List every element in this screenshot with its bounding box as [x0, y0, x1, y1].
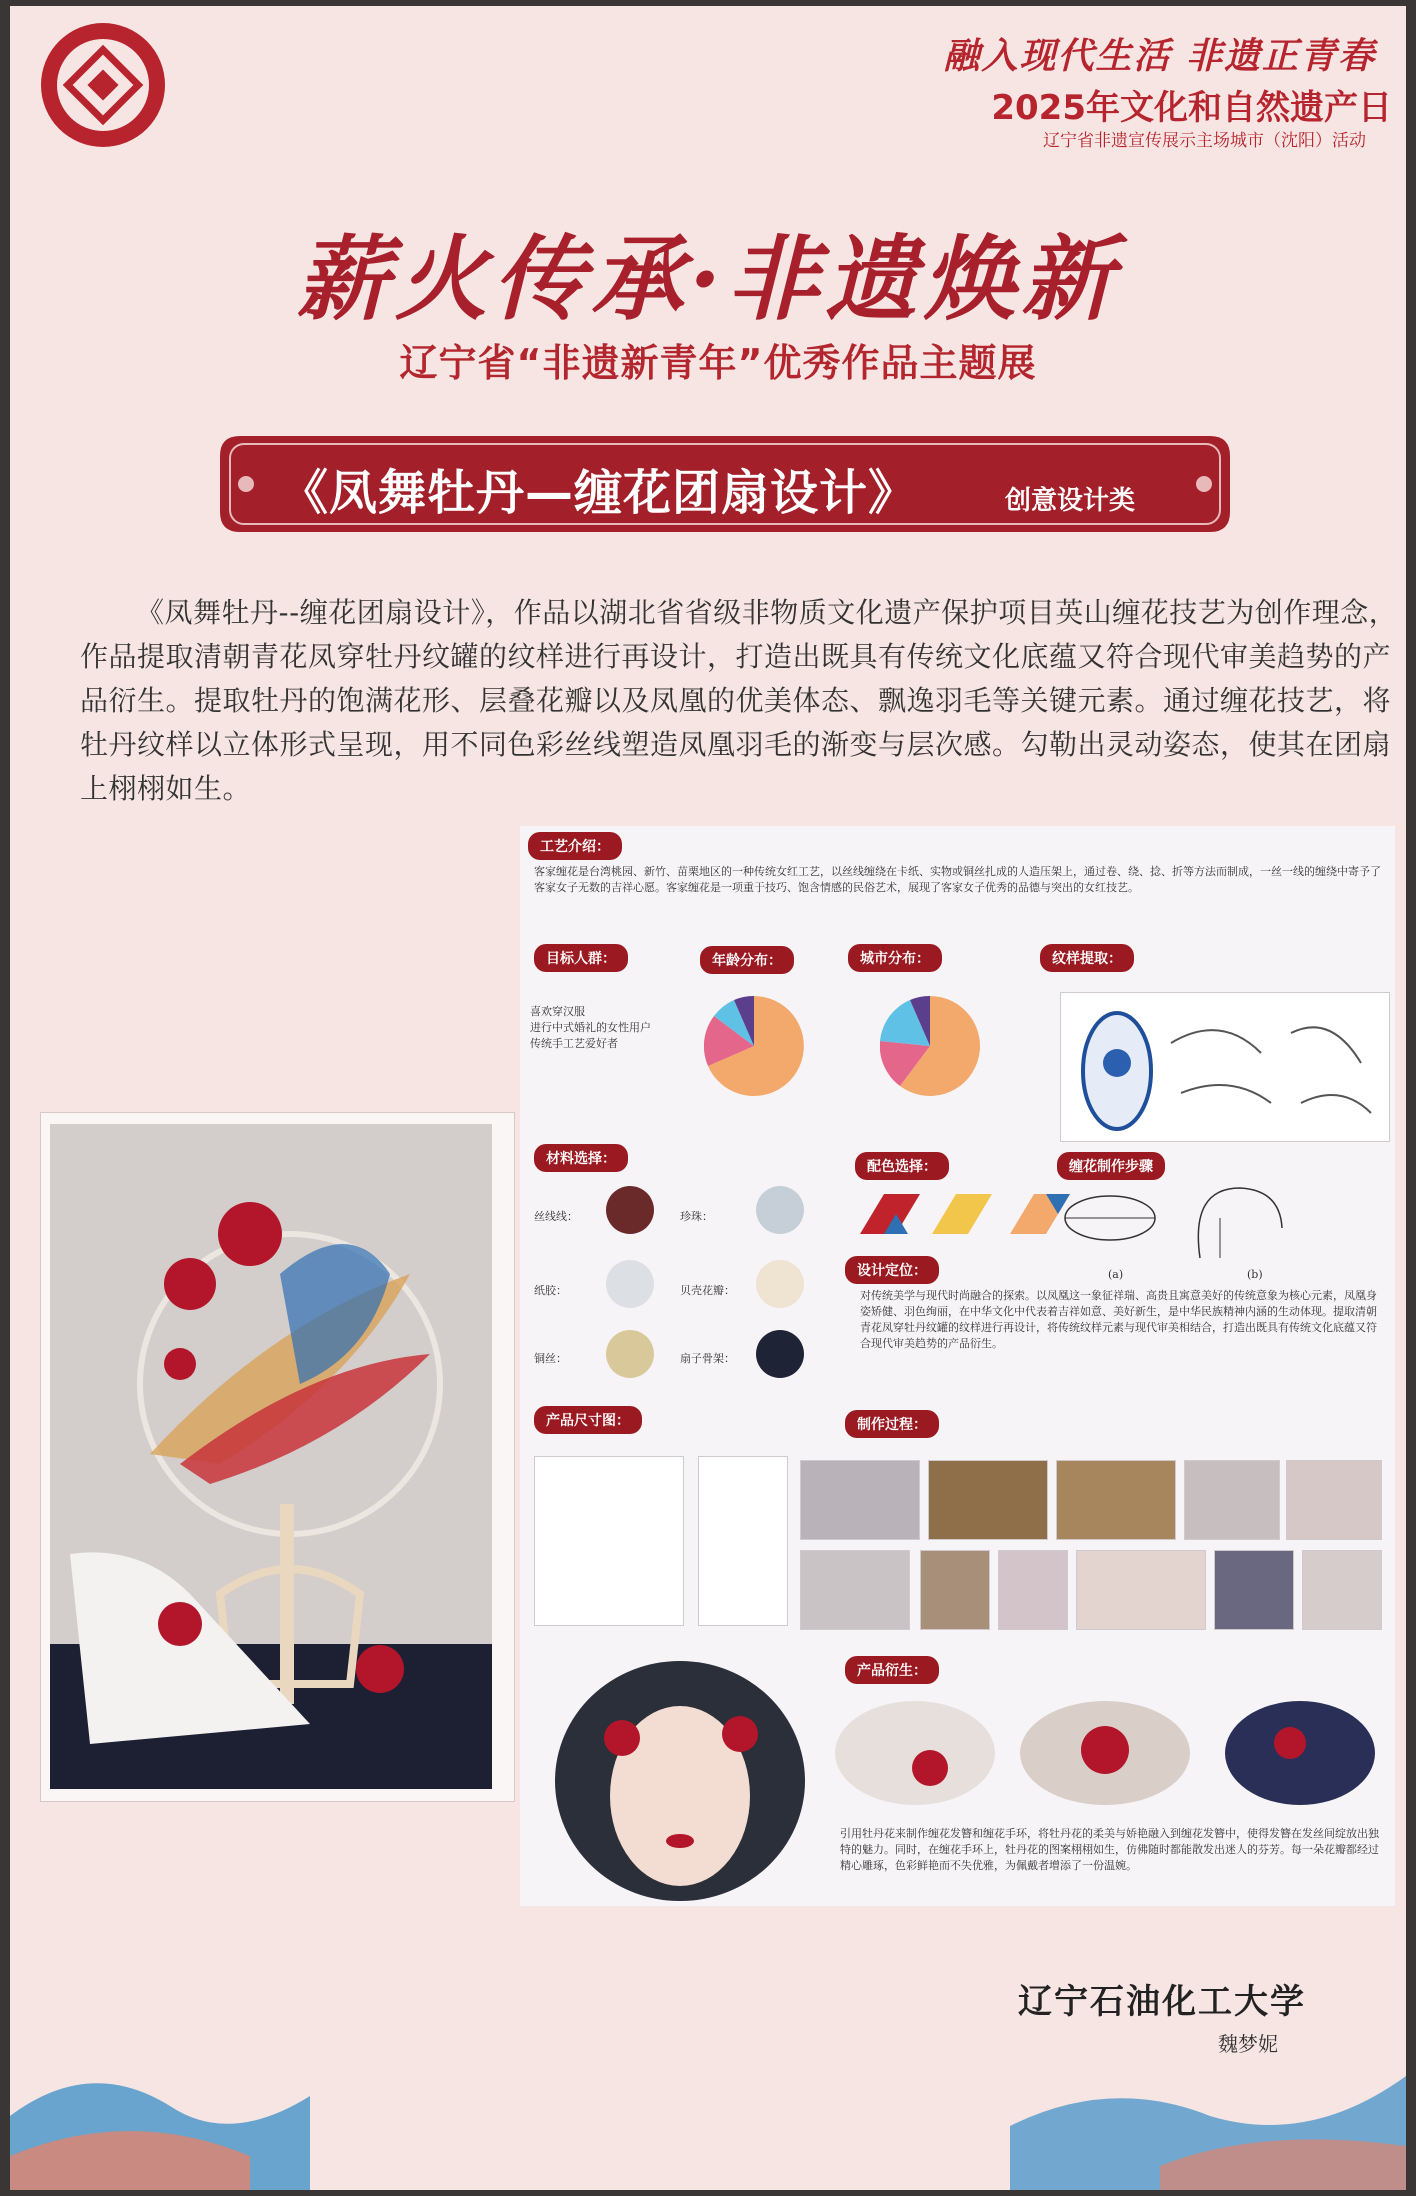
derivative-label: 产品衍生： [845, 1656, 939, 1684]
process-photo-6 [800, 1550, 910, 1630]
material-wire-label: 铜丝： [534, 1352, 567, 1365]
material-frame-label: 扇子骨架： [680, 1352, 735, 1365]
process-photo-5 [1286, 1460, 1382, 1540]
craft-text: 客家缠花是台湾桃园、新竹、苗栗地区的一种传统女红工艺，以丝线缠绕在卡纸、实物或铜丝扎成的人造压架上，通过卷、绕、捻、折等方法而制成，一丝一线的缠绕中寄予了客家女子无数的吉祥心愿。客家缠花是一项重于技巧、饱含情感的民俗艺术，展现了客家女子优秀的品德与突出的女红技艺。 [534, 865, 1381, 894]
material-pearl-label: 珍珠： [680, 1210, 713, 1223]
pattern-label: 纹样提取： [1040, 944, 1134, 972]
poster [10, 6, 1406, 2190]
exhibition-subtitle: 辽宁省“非遗新青年”优秀作品主题展 [399, 341, 1037, 385]
step-b-caption: (b) [1247, 1268, 1263, 1281]
design-board [520, 826, 1395, 1906]
color-label: 配色选择： [855, 1152, 949, 1180]
step-a-caption: (a) [1108, 1268, 1124, 1281]
process-photo-10 [1214, 1550, 1294, 1630]
process-photo-11 [1302, 1550, 1382, 1630]
derivative-products [830, 1698, 1390, 1818]
main-title: 薪火传承·非遗焕新 [296, 225, 1120, 333]
steps-label: 缠花制作步骤 [1057, 1152, 1165, 1180]
material-label: 材料选择： [534, 1144, 628, 1172]
process-photo-8 [998, 1550, 1068, 1630]
event-subtitle: 辽宁省非遗宣传展示主场城市（沈阳）活动 [1043, 131, 1366, 151]
process-photo-9 [1076, 1550, 1206, 1630]
slogan: 融入现代生活 非遗正青春 [943, 35, 1376, 77]
fan-product-photo [50, 1124, 492, 1789]
age-label: 年龄分布： [700, 946, 794, 974]
material-shell-label: 贝壳花瓣： [680, 1284, 735, 1297]
craft-label: 工艺介绍： [528, 832, 622, 860]
material-silk-label: 丝线线： [534, 1210, 578, 1223]
color-swatches [860, 1190, 1070, 1240]
size-diagram-1 [534, 1456, 684, 1626]
work-title: 《凤舞牡丹—缠花团扇设计》 [280, 465, 918, 521]
city-pie-chart [880, 996, 980, 1096]
process-photo-1 [800, 1460, 920, 1540]
process-photo-4 [1184, 1460, 1280, 1540]
process-photo-2 [928, 1460, 1048, 1540]
material-paper-label: 纸胶： [534, 1284, 567, 1297]
target-text: 喜欢穿汉服 进行中式婚礼的女性用户 传统手工艺爱好者 [530, 1005, 651, 1050]
size-diagram-2 [698, 1456, 788, 1626]
step-diagram [1060, 1178, 1290, 1278]
school-name: 辽宁石油化工大学 [1018, 1982, 1306, 2022]
heritage-logo-icon [38, 20, 168, 150]
target-label: 目标人群： [534, 944, 628, 972]
age-pie-chart [704, 996, 804, 1096]
city-label: 城市分布： [848, 944, 942, 972]
process-label: 制作过程： [845, 1410, 939, 1438]
process-photo-3 [1056, 1460, 1176, 1540]
work-description: 《凤舞牡丹--缠花团扇设计》，作品以湖北省省级非物质文化遗产保护项目英山缠花技艺为创作理念，作品提取清朝青花凤穿牡丹纹罐的纹样进行再设计，打造出既具有传统文化底蕴又符合现代审美趋势的产品衍生。提取牡丹的饱满花形、层叠花瓣以及凤凰的优美体态、飘逸羽毛等关键元素。通过缠花技艺，将牡丹纹样以立体形式呈现，用不同色彩丝线塑造凤凰羽毛的渐变与层次感。勾勒出灵动姿态，使其在团扇上栩栩如生。 [80, 596, 1398, 805]
author-name: 魏梦妮 [1218, 2032, 1278, 2056]
concept-label: 设计定位： [845, 1256, 939, 1284]
work-category: 创意设计类 [1005, 486, 1136, 516]
material-samples [600, 1186, 810, 1386]
process-photo-7 [920, 1550, 990, 1630]
model-portrait [550, 1656, 810, 1906]
size-label: 产品尺寸图： [534, 1406, 642, 1434]
pattern-extraction-image [1060, 992, 1390, 1142]
event-title: 2025年文化和自然遗产日 [991, 88, 1392, 128]
cloud-wave-decoration [10, 1996, 1406, 2190]
concept-text: 对传统美学与现代时尚融合的探索。以凤凰这一象征祥瑞、高贵且寓意美好的传统意象为核心元素，凤凰身姿矫健、羽色绚丽，在中华文化中代表着吉祥如意、美好新生，是中华民族精神内涵的生动体现。提取清朝青花凤穿牡丹纹罐的纹样进行再设计，将传统纹样元素与现代审美相结合，打造出既具有传统文化底蕴又符合现代审美趋势的产品衍生。 [860, 1289, 1377, 1350]
derivative-text: 引用牡丹花来制作缠花发簪和缠花手环，将牡丹花的柔美与娇艳融入到缠花发簪中，使得发簪在发丝间绽放出独特的魅力。同时，在缠花手环上，牡丹花的图案栩栩如生，仿佛随时都能散发出迷人的芬芳。每一朵花瓣都经过精心雕琢，色彩鲜艳而不失优雅，为佩戴者增添了一份温婉。 [840, 1827, 1379, 1872]
